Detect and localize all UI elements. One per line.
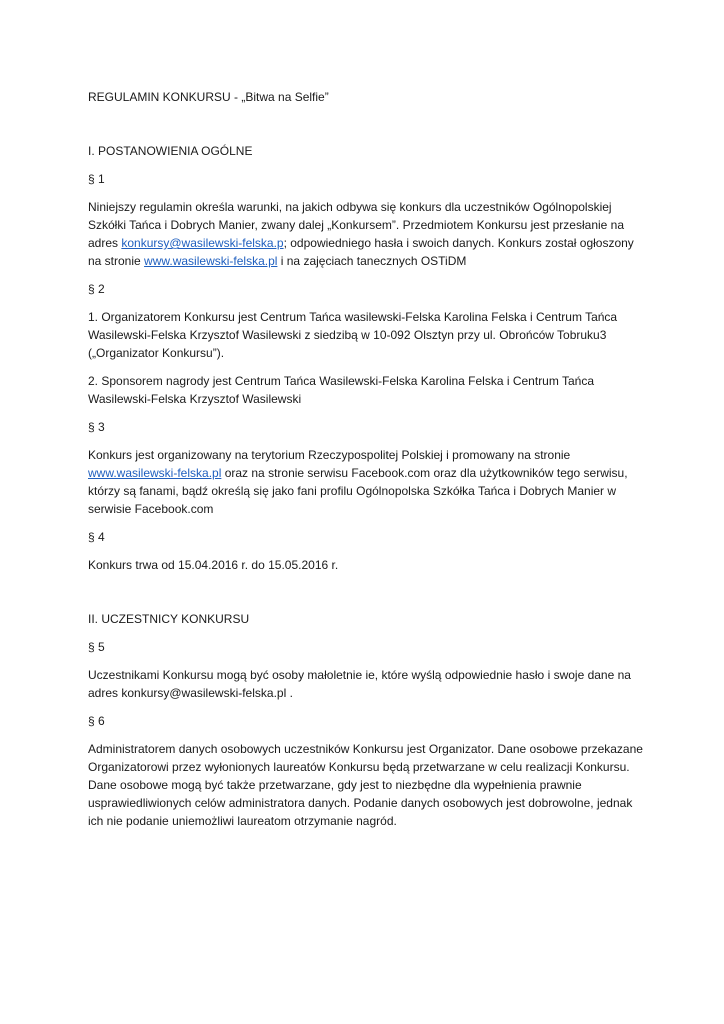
paragraph-3-text-a: Konkurs jest organizowany na terytorium Rzeczypospolitej Polskiej i promowany na stronie bbox=[88, 448, 571, 462]
paragraph-1-text-b: ; odpowiedniego hasła i swoich danych. Konkurs został ogłoszony na stronie bbox=[88, 236, 634, 268]
paragraph-mark-1: § 1 bbox=[88, 172, 105, 186]
paragraph-mark-3: § 3 bbox=[88, 420, 105, 434]
section-heading-participants: II. UCZESTNICY KONKURSU bbox=[88, 612, 250, 626]
email-link[interactable]: konkursy@wasilewski-felska.p bbox=[121, 236, 284, 250]
paragraph-mark-4: § 4 bbox=[88, 530, 105, 544]
website-link-2[interactable]: www.wasilewski-felska.pl bbox=[88, 466, 222, 480]
paragraph-1-text-c: i na zajęciach tanecznych OSTiDM bbox=[277, 254, 467, 268]
paragraph-3 bbox=[88, 446, 644, 518]
paragraph-1-text-a: Niniejszy regulamin określa warunki, na jakich odbywa się konkurs dla uczestników Ogólnopolskiej Szkółki Tańca i Dobrych Manier, zwany dalej „Konkursem”. Przedmiotem Konkursu jest przesłanie na adres bbox=[88, 200, 625, 250]
paragraph-6: Administratorem danych osobowych uczestników Konkursu jest Organizator. Dane osobowe przekazane Organizatorowi przez wyłonionych laureatów Konkursu będą przetwarzane w celu realizacji Konkursu. Dane osobowe mogą być także przetwarzane, gdy jest to niezbędne dla wypełnienia prawnie usprawiedliwionych celów administratora danych. Podanie danych osobowych jest dobrowolne, jednak ich nie podanie uniemożliwi laureatom otrzymanie nagród. bbox=[88, 742, 643, 828]
paragraph-mark-2: § 2 bbox=[88, 282, 105, 296]
section-heading-general: I. POSTANOWIENIA OGÓLNE bbox=[88, 144, 253, 158]
paragraph-5: Uczestnikami Konkursu mogą być osoby małoletnie ie, które wyślą odpowiednie hasło i swoje dane na adres konkursy@wasilewski-felska.pl . bbox=[88, 668, 631, 700]
document-body bbox=[88, 88, 644, 840]
paragraph-3-text-b: oraz na stronie serwisu Facebook.com oraz dla użytkowników tego serwisu, którzy są fanami, bądź określą się jako fani profilu Ogólnopolska Szkółka Tańca i Dobrych Manier w serwisie Facebook.com bbox=[88, 466, 628, 516]
paragraph-2-item-1: 1. Organizatorem Konkursu jest Centrum Tańca wasilewski-Felska Karolina Felska i Centrum Tańca Wasilewski-Felska Krzysztof Wasilewski z siedzibą w 10-092 Olsztyn przy ul. Obrońców Tobruku3 („Organizator Konkursu”). bbox=[88, 310, 618, 360]
paragraph-2-item-2: 2. Sponsorem nagrody jest Centrum Tańca Wasilewski-Felska Karolina Felska i Centrum Tańca Wasilewski-Felska Krzysztof Wasilewski bbox=[88, 374, 594, 406]
website-link[interactable]: www.wasilewski-felska.pl bbox=[144, 254, 278, 268]
paragraph-mark-6: § 6 bbox=[88, 714, 105, 728]
document-title: REGULAMIN KONKURSU - „Bitwa na Selfie” bbox=[88, 90, 329, 104]
paragraph-mark-5: § 5 bbox=[88, 640, 105, 654]
paragraph-1 bbox=[88, 198, 644, 270]
paragraph-4: Konkurs trwa od 15.04.2016 r. do 15.05.2016 r. bbox=[88, 558, 339, 572]
